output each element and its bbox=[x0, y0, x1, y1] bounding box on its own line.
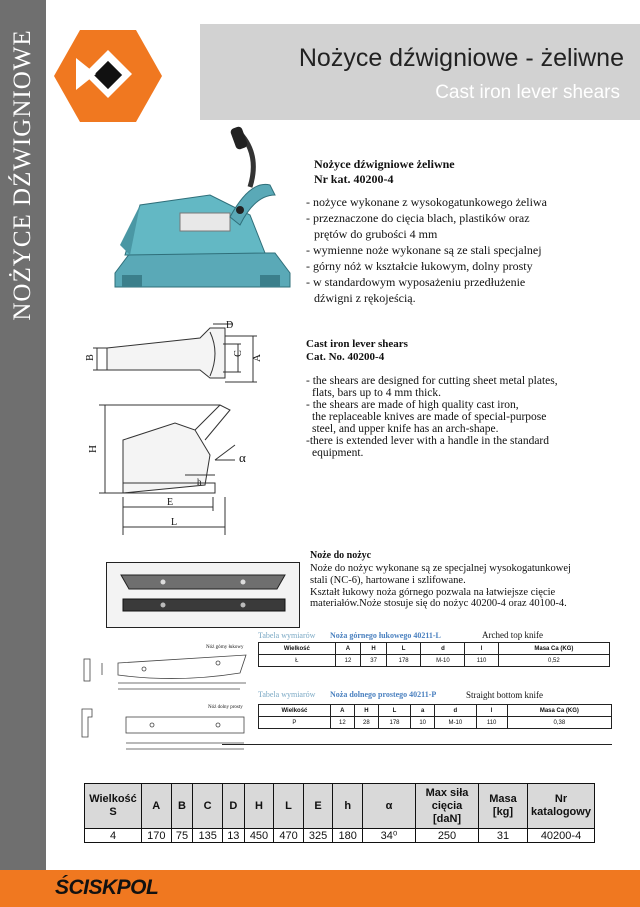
table-header-cell: A bbox=[335, 643, 361, 655]
dim-label-small-h: h bbox=[197, 477, 202, 487]
lower-knife-caption: Nóż dolny prosty bbox=[208, 705, 243, 710]
table-cell: 110 bbox=[465, 655, 498, 667]
table-cell: 0,38 bbox=[507, 717, 611, 729]
upper-knife-name: Noża górnego łukowego 40211-L bbox=[330, 631, 441, 640]
table-cell: 28 bbox=[354, 717, 378, 729]
spec-table bbox=[84, 783, 595, 843]
table-header-cell: L bbox=[274, 784, 304, 829]
table-header-cell: α bbox=[363, 784, 416, 829]
table-cell: 31 bbox=[479, 829, 528, 843]
dim-label-d: D bbox=[226, 320, 234, 331]
footer-brand: ŚCISKPOL bbox=[55, 876, 159, 899]
table-header-cell: C bbox=[193, 784, 223, 829]
table-cell: 10 bbox=[411, 717, 435, 729]
table-header-cell: Masa [kg] bbox=[479, 784, 528, 829]
pl-feature-line: prętów do grubości 4 mm bbox=[314, 227, 438, 241]
table-cell: 250 bbox=[416, 829, 479, 843]
table-header-cell: Max siła cięcia [daN] bbox=[416, 784, 479, 829]
en-feature-line: steel, and upper knife has an arch-shape. bbox=[312, 423, 499, 435]
table-cell: 170 bbox=[142, 829, 172, 843]
pl-product-title: Nożyce dźwigniowe żeliwne bbox=[314, 157, 455, 171]
lower-knife-table-label: Tabela wymiarów bbox=[258, 690, 316, 699]
lower-knife-table bbox=[258, 704, 612, 729]
table-header-cell: H bbox=[354, 705, 378, 717]
table-cell: M-10 bbox=[421, 655, 465, 667]
table-header-cell: l bbox=[476, 705, 507, 717]
table-header-cell: D bbox=[222, 784, 244, 829]
table-cell: P bbox=[259, 717, 331, 729]
page-subtitle: Cast iron lever shears bbox=[435, 82, 620, 103]
en-feature-line: the replaceable knives are made of special-purpose bbox=[312, 411, 547, 423]
dim-label-b: B bbox=[84, 354, 96, 361]
sidebar-vertical-title: NOŻYCE DŹWIGNIOWE bbox=[9, 29, 36, 321]
table-header-cell: L bbox=[378, 705, 410, 717]
upper-knife-table-label: Tabela wymiarów bbox=[258, 631, 316, 640]
knives-text-line: stali (NC-6), hartowane i szlifowane. bbox=[310, 575, 466, 586]
en-catalog-number: Cat. No. 40200-4 bbox=[306, 351, 385, 363]
knives-section-title: Noże do nożyc bbox=[310, 550, 372, 561]
table-cell: 180 bbox=[333, 829, 363, 843]
knives-text-line: Kształt łukowy noża górnego pozwala na łatwiejsze cięcie bbox=[310, 587, 556, 598]
upper-knife-caption: Nóż górny łukowy bbox=[206, 645, 244, 650]
table-cell: 4 bbox=[85, 829, 142, 843]
pl-feature-line: - wymienne noże wykonane są ze stali specjalnej bbox=[306, 243, 542, 257]
table-header-cell: A bbox=[330, 705, 354, 717]
pl-feature-line: dźwigni z rękojeścią. bbox=[314, 291, 416, 305]
en-feature-line: flats, bars up to 4 mm thick. bbox=[312, 387, 442, 399]
pl-feature-line: - nożyce wykonane z wysokogatunkowego żeliwa bbox=[306, 195, 547, 209]
upper-knife-name-en: Arched top knife bbox=[482, 630, 543, 640]
knives-text-line: materiałów.Noże stosuje się do nożyc 40200-4 oraz 40100-4. bbox=[310, 598, 567, 609]
table-cell: 450 bbox=[244, 829, 274, 843]
en-feature-line: - the shears are made of high quality cast iron, bbox=[306, 399, 519, 411]
table-header-cell: l bbox=[465, 643, 498, 655]
page-title: Nożyce dźwigniowe - żeliwne bbox=[298, 44, 624, 72]
table-cell: 13 bbox=[222, 829, 244, 843]
dim-label-e: E bbox=[167, 497, 174, 508]
table-header-cell: Wielkość S bbox=[85, 784, 142, 829]
table-header-cell: d bbox=[435, 705, 476, 717]
knives-text-line: Noże do nożyc wykonane są ze specjalnej wysokogatunkowej bbox=[310, 563, 571, 574]
upper-knife-table bbox=[258, 642, 610, 667]
pl-feature-line: - w standardowym wyposażeniu przedłużenie bbox=[306, 275, 526, 289]
table-cell: 12 bbox=[335, 655, 361, 667]
table-header-cell: h bbox=[333, 784, 363, 829]
upper-knife-drawing bbox=[78, 645, 258, 697]
table-cell: 75 bbox=[171, 829, 193, 843]
table-cell: 12 bbox=[330, 717, 354, 729]
table-cell: 34⁰ bbox=[363, 829, 416, 843]
table-header-cell: A bbox=[142, 784, 172, 829]
table-cell: 0,52 bbox=[498, 655, 609, 667]
pl-catalog-number: Nr kat. 40200-4 bbox=[314, 172, 394, 186]
table-cell: 325 bbox=[303, 829, 333, 843]
dim-label-alpha: α bbox=[239, 450, 246, 465]
table-header-cell: d bbox=[421, 643, 465, 655]
table-header-cell: Masa Ca (KG) bbox=[507, 705, 611, 717]
table-header-cell: a bbox=[411, 705, 435, 717]
table-cell: 470 bbox=[274, 829, 304, 843]
dim-label-c: C bbox=[232, 350, 244, 357]
table-cell: Ł bbox=[259, 655, 336, 667]
lower-knife-name-en: Straight bottom knife bbox=[466, 690, 543, 700]
pl-feature-line: - przeznaczone do cięcia blach, plastików oraz bbox=[306, 211, 530, 225]
table-header-cell: L bbox=[386, 643, 420, 655]
table-cell: 37 bbox=[361, 655, 387, 667]
table-header-cell: Wielkość bbox=[259, 705, 331, 717]
table-cell: 135 bbox=[193, 829, 223, 843]
table-header-cell: Nr katalogowy bbox=[528, 784, 595, 829]
dim-label-h: H bbox=[86, 445, 99, 453]
lower-knife-drawing bbox=[78, 703, 258, 753]
table-header-cell: Wielkość bbox=[259, 643, 336, 655]
side-view-drawing bbox=[85, 385, 275, 540]
en-feature-line: - the shears are designed for cutting sheet metal plates, bbox=[306, 375, 558, 387]
dim-label-l: L bbox=[171, 517, 178, 528]
table-header-cell: H bbox=[361, 643, 387, 655]
table-cell: 178 bbox=[378, 717, 410, 729]
divider bbox=[222, 744, 612, 745]
table-header-cell: E bbox=[303, 784, 333, 829]
en-product-title: Cast iron lever shears bbox=[306, 338, 408, 350]
table-cell: 178 bbox=[386, 655, 420, 667]
lower-knife-name: Noża dolnego prostego 40211-P bbox=[330, 690, 437, 699]
dim-label-a: A bbox=[250, 354, 263, 362]
brand-logo-icon bbox=[52, 28, 164, 124]
table-cell: M-10 bbox=[435, 717, 476, 729]
product-photo bbox=[100, 125, 305, 300]
pl-feature-line: - górny nóż w kształcie łukowym, dolny prosty bbox=[306, 259, 533, 273]
en-feature-line: -there is extended lever with a handle in the standard bbox=[306, 435, 550, 447]
knives-photo bbox=[106, 562, 300, 628]
en-feature-line: equipment. bbox=[312, 447, 364, 459]
table-header-cell: B bbox=[171, 784, 193, 829]
table-header-cell: H bbox=[244, 784, 274, 829]
table-cell: 110 bbox=[476, 717, 507, 729]
table-cell: 40200-4 bbox=[528, 829, 595, 843]
table-header-cell: Masa Ca (KG) bbox=[498, 643, 609, 655]
